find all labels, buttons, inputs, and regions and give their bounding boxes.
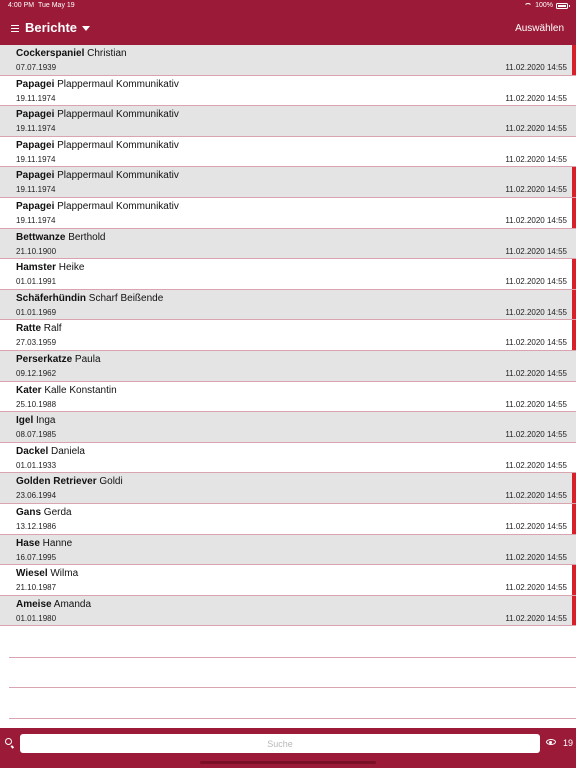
status-flag-marker: [572, 565, 576, 595]
caret-down-icon: [82, 26, 90, 31]
list-item-birthdate: 01.01.1933: [16, 460, 57, 470]
status-flag-marker: [572, 320, 576, 350]
list-item[interactable]: [0, 290, 576, 321]
list-item-given-name: Amanda: [51, 598, 92, 610]
list-item-given-name: Plappermaul Kommunikativ: [54, 78, 179, 90]
list-item-species: Ratte: [16, 323, 42, 335]
list-item-name: [16, 232, 105, 243]
status-bar: [0, 0, 576, 13]
list-item-species: Ameise: [16, 598, 52, 610]
list-item-given-name: Christian: [84, 48, 127, 59]
list-item-name: [16, 599, 91, 610]
list-item-birthdate: 01.01.1980: [16, 613, 57, 623]
list-item-timestamp: 11.02.2020 14:55: [505, 613, 567, 623]
list-item-timestamp: 11.02.2020 14:55: [505, 124, 567, 134]
status-time: 4:00 PM: [8, 2, 35, 9]
list-item-name: [16, 323, 62, 334]
page-title: Berichte: [25, 20, 78, 35]
search-input[interactable]: [20, 734, 540, 753]
list-item-timestamp: 11.02.2020 14:55: [505, 491, 567, 501]
list-item-name: [16, 507, 72, 518]
list-item-given-name: Plappermaul Kommunikativ: [54, 109, 179, 121]
list-item-given-name: Plappermaul Kommunikativ: [54, 139, 179, 151]
list-item-timestamp: 11.02.2020 14:55: [505, 307, 567, 317]
list-item-birthdate: 21.10.1900: [16, 246, 57, 256]
list-item[interactable]: [0, 473, 576, 504]
list-item-species: Papagei: [16, 78, 55, 90]
list-item-given-name: Hanne: [39, 537, 73, 549]
list-item[interactable]: [0, 412, 576, 443]
list-item[interactable]: [0, 167, 576, 198]
list-item-name: [16, 79, 179, 90]
page-title-dropdown[interactable]: [25, 20, 90, 35]
list-item-species: Gans: [16, 506, 42, 518]
list-item[interactable]: [0, 504, 576, 535]
list-item-birthdate: 19.11.1974: [16, 215, 56, 225]
eye-icon[interactable]: [546, 739, 556, 745]
list-item[interactable]: [0, 596, 576, 627]
list-item[interactable]: [0, 137, 576, 168]
list-item[interactable]: [0, 259, 576, 290]
search-icon: [5, 738, 12, 745]
list-item-species: Bettwanze: [16, 231, 66, 243]
list-item-birthdate: 19.11.1974: [16, 93, 56, 103]
list-item-given-name: Paula: [72, 353, 101, 365]
list-item-timestamp: 11.02.2020 14:55: [505, 154, 567, 164]
bottom-toolbar: [0, 728, 576, 768]
list-item[interactable]: [0, 45, 576, 76]
list-item-birthdate: 19.11.1974: [16, 154, 56, 164]
empty-row-divider: [9, 657, 576, 658]
list-item-given-name: Goldi: [96, 476, 123, 488]
list-item-given-name: Wilma: [47, 568, 79, 580]
list-item-name: [16, 415, 55, 426]
list-item-given-name: Daniela: [48, 445, 85, 457]
status-indicators: [524, 2, 568, 9]
list-item-species: Igel: [16, 415, 34, 427]
status-flag-marker: [572, 473, 576, 503]
list-item-name: [16, 568, 78, 579]
list-item-species: Dackel: [16, 445, 49, 457]
list-item-species: Wiesel: [16, 568, 48, 580]
list-item[interactable]: [0, 229, 576, 260]
list-item-name: [16, 446, 85, 457]
list-item-name: [16, 201, 179, 212]
list-item-birthdate: 07.07.1939: [16, 63, 57, 72]
list-item-species: Golden Retriever: [16, 476, 97, 488]
report-list: [0, 45, 576, 626]
list-item-species: Hamster: [16, 262, 57, 274]
list-item-species: Hase: [16, 537, 40, 549]
list-item[interactable]: [0, 106, 576, 137]
list-item-given-name: Gerda: [41, 506, 72, 518]
status-flag-marker: [572, 198, 576, 228]
list-item-name: [16, 385, 117, 396]
list-item-name: [16, 140, 179, 151]
battery-percent: 100%: [535, 2, 553, 9]
status-flag-marker: [572, 290, 576, 320]
list-item[interactable]: [0, 351, 576, 382]
list-item-species: Schäferhündin: [16, 292, 87, 304]
list-item-name: [16, 262, 84, 273]
list-item-timestamp: 11.02.2020 14:55: [505, 215, 567, 225]
status-time-date: [8, 2, 75, 9]
list-item-given-name: Kalle Konstantin: [41, 384, 117, 396]
list-item-given-name: Plappermaul Kommunikativ: [54, 170, 179, 182]
list-item[interactable]: [0, 535, 576, 566]
list-item-timestamp: 11.02.2020 14:55: [505, 63, 567, 72]
list-item-birthdate: 27.03.1959: [16, 338, 57, 348]
list-item-name: [16, 170, 179, 181]
list-item-birthdate: 19.11.1974: [16, 124, 56, 134]
list-item-species: Papagei: [16, 170, 55, 182]
list-item-name: [16, 109, 179, 120]
list-item[interactable]: [0, 382, 576, 413]
battery-icon: [556, 3, 568, 9]
list-item-birthdate: 25.10.1988: [16, 399, 57, 409]
list-item-species: Papagei: [16, 139, 55, 151]
empty-row-divider: [9, 687, 576, 688]
list-item-name: [16, 476, 123, 487]
list-item-birthdate: 21.10.1987: [16, 583, 57, 593]
list-item[interactable]: [0, 443, 576, 474]
status-flag-marker: [572, 596, 576, 626]
list-item-species: Kater: [16, 384, 42, 396]
list-item-given-name: Ralf: [41, 323, 62, 335]
list-item-name: [16, 354, 101, 365]
list-item-given-name: Plappermaul Kommunikativ: [54, 200, 179, 212]
select-button[interactable]: Auswählen: [515, 23, 564, 34]
list-item-timestamp: 11.02.2020 14:55: [505, 185, 567, 195]
list-item-timestamp: 11.02.2020 14:55: [505, 399, 567, 409]
list-item-given-name: Inga: [33, 415, 56, 427]
list-item-name: [16, 538, 72, 549]
list-item-given-name: Heike: [56, 262, 85, 274]
list-item[interactable]: [0, 320, 576, 351]
list-item-birthdate: 19.11.1974: [16, 185, 56, 195]
list-item-birthdate: 23.06.1994: [16, 491, 57, 501]
status-flag-marker: [572, 259, 576, 289]
navigation-bar: [0, 13, 576, 45]
list-item-timestamp: 11.02.2020 14:55: [505, 430, 567, 440]
wifi-icon: [524, 3, 532, 9]
list-item[interactable]: [0, 198, 576, 229]
list-item-timestamp: 11.02.2020 14:55: [505, 277, 567, 287]
list-item-species: Perserkatze: [16, 353, 73, 365]
item-count: 19: [563, 738, 574, 748]
list-item-timestamp: 11.02.2020 14:55: [505, 460, 567, 470]
list-item-timestamp: 11.02.2020 14:55: [505, 93, 567, 103]
list-item-given-name: Berthold: [65, 231, 106, 243]
list-item-birthdate: 08.07.1985: [16, 430, 57, 440]
list-item-timestamp: 11.02.2020 14:55: [505, 521, 567, 531]
list-item-birthdate: 01.01.1991: [16, 277, 57, 287]
status-date: Tue May 19: [37, 2, 75, 9]
list-item-name: [16, 48, 127, 59]
list-item-birthdate: 16.07.1995: [16, 552, 57, 562]
status-flag-marker: [572, 167, 576, 197]
status-flag-marker: [572, 504, 576, 534]
list-item-timestamp: 11.02.2020 14:55: [505, 552, 567, 562]
list-item[interactable]: [0, 76, 576, 107]
list-item-species: Papagei: [16, 109, 55, 121]
list-item-birthdate: 13.12.1986: [16, 521, 57, 531]
list-item[interactable]: [0, 565, 576, 596]
list-item-name: [16, 293, 163, 304]
menu-icon[interactable]: [11, 25, 19, 32]
list-item-timestamp: 11.02.2020 14:55: [505, 338, 567, 348]
status-flag-marker: [572, 45, 576, 75]
list-item-timestamp: 11.02.2020 14:55: [505, 246, 567, 256]
home-indicator: [200, 761, 376, 764]
list-item-birthdate: 09.12.1962: [16, 368, 57, 378]
list-item-timestamp: 11.02.2020 14:55: [505, 583, 567, 593]
list-item-species: Papagei: [16, 200, 55, 212]
list-item-birthdate: 01.01.1969: [16, 307, 57, 317]
list-item-timestamp: 11.02.2020 14:55: [505, 368, 567, 378]
list-item-species: Cockerspaniel: [16, 48, 85, 59]
list-item-given-name: Scharf Beißende: [86, 292, 164, 304]
empty-row-divider: [9, 718, 576, 719]
